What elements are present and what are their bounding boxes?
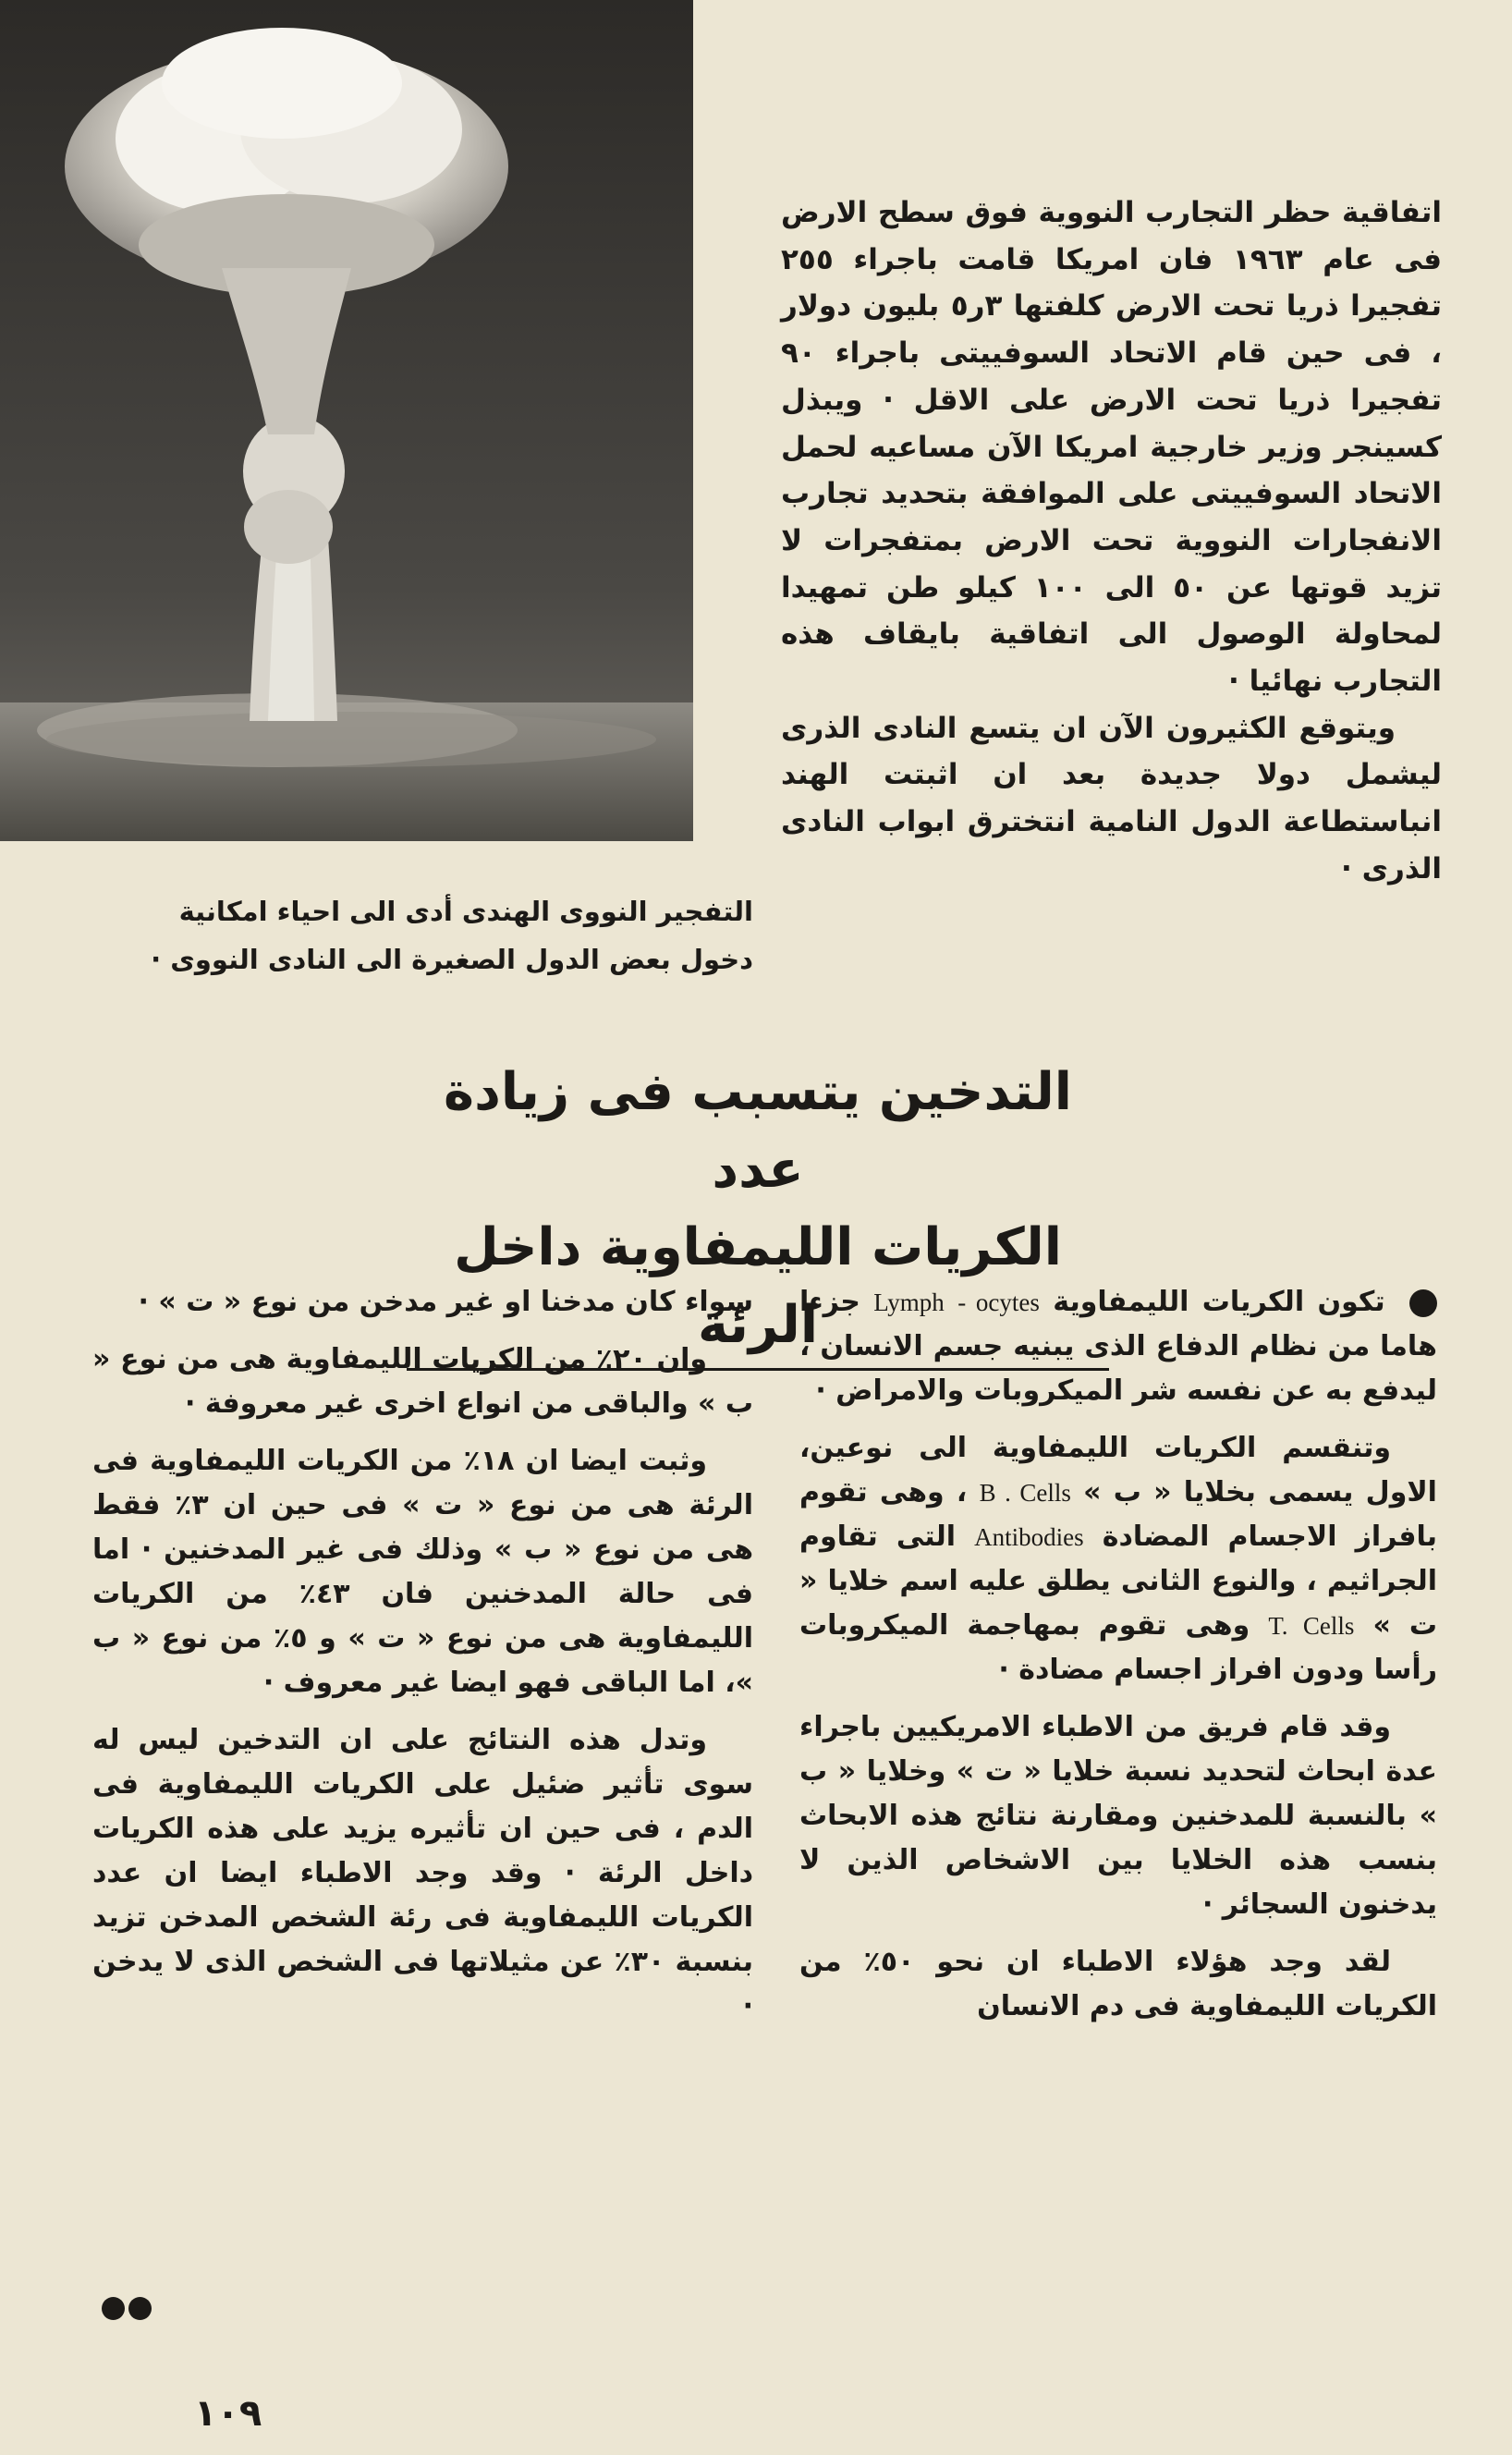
article-end-mark — [100, 2297, 155, 2325]
right-p2-text-d: وهى تقوم بمهاجمة الميكروبات رأسا ودون افراز اجسام مضادة · — [799, 1609, 1437, 1686]
bullet-icon — [1409, 1289, 1437, 1317]
headline-line-2: الكريات الليمفاوية داخل الرئة — [407, 1209, 1109, 1371]
top-paragraph-1: اتفاقية حظر التجارب النووية فوق سطح الارض فى عام ١٩٦٣ فان امريكا قامت باجراء ٢٥٥ تفجيرا ذريا تحت الارض كلفتها ٣ر٥ بليون دولار ، فى حين قام الاتحاد السوفييتى باجراء ٩٠ تفجيرا ذريا تحت الارض على الاقل · ويبذل كسينجر وزير خارجية امريكا الآن مساعيه لحمل الاتحاد السوفييتى على الموافقة بتحديد تجارب الانفجارات النووية تحت الارض بمتفجرات لا تزيد قوتها عن ٥٠ الى ١٠٠ كيلو طن تمهيدا لمحاولة الوصول الى اتفاقية بايقاف هذه التجارب نهائيا · — [781, 196, 1442, 699]
right-p2-text-c: التى تقاوم الجراثيم ، والنوع الثانى يطلق عليه اسم خلايا « ت » — [799, 1521, 1438, 1642]
nuclear-explosion-photo — [0, 0, 693, 841]
term-lymph: Lymph — [873, 1289, 945, 1316]
mushroom-cloud-illustration — [0, 0, 693, 841]
page-number: ١٠٩ — [194, 2392, 262, 2435]
term-ocytes: - ocytes — [957, 1289, 1040, 1316]
right-paragraph-2 — [799, 1426, 1437, 1692]
left-paragraph-2: وان ٢٠٪ من الكريات الليمفاوية هى من نوع « ب » والباقى من انواع اخرى غير معروفة · — [92, 1343, 753, 1420]
top-paragraph-2: ويتوقع الكثيرون الآن ان يتسع النادى الذرى ليشمل دولا جديدة بعد ان اثبتت الهند انباستطاعة الدول النامية انتخترق ابواب النادى الذرى · — [781, 711, 1442, 886]
term-antibodies: Antibodies — [974, 1523, 1084, 1551]
left-paragraph-4: وتدل هذه النتائج على ان التدخين ليس له سوى تأثير ضئيل على الكريات الليمفاوية فى الدم ، فى حين ان تأثيره يزيد على هذه الكريات داخل الرئة · وقد وجد الاطباء ايضا ان عدد الكريات الليمفاوية فى رئة الشخص المدخن تزيد بنسبة ٣٠٪ عن مثيلاتها فى الشخص الذى لا يدخن · — [92, 1724, 753, 2022]
photo-caption — [88, 887, 753, 983]
right-paragraph-3: وقد قام فريق من الاطباء الامريكيين باجراء عدة ابحاث لتحديد نسبة خلايا « ت » وخلايا « ب » بالنسبة للمدخنين ومقارنة نتائج هذه الابحاث بنسب هذه الخلايا بين الاشخاص الذين لا يدخنون السجائر · — [799, 1711, 1437, 1921]
right-p2-text-b: ، وهى تقوم بافراز الاجسام المضادة — [799, 1476, 1437, 1553]
right-p1-text-a: تكون الكريات الليمفاوية — [1053, 1286, 1385, 1318]
caption-line-2: دخول بعض الدول الصغيرة الى النادى النووى · — [151, 944, 753, 975]
right-paragraph-1 — [799, 1280, 1437, 1413]
top-text-column — [781, 189, 1442, 893]
right-paragraph-4: لقد وجد هؤلاء الاطباء ان نحو ٥٠٪ من الكريات الليمفاوية فى دم الانسان — [799, 1946, 1437, 2022]
end-dot-icon — [128, 2297, 152, 2320]
term-t-cells: T. Cells — [1268, 1612, 1355, 1640]
left-paragraph-1: سواء كان مدخنا او غير مدخن من نوع « ت » · — [138, 1286, 753, 1318]
left-text-column — [92, 1280, 753, 2042]
end-dot-icon — [102, 2297, 125, 2320]
term-b-cells: B . Cells — [979, 1479, 1071, 1507]
left-paragraph-3: وثبت ايضا ان ١٨٪ من الكريات الليمفاوية فى الرئة هى من نوع « ت » فى حين ان ٣٪ فقط هى من نوع « ب » وذلك فى غير المدخنين · اما فى حالة المدخنين فان ٤٣٪ من الكريات الليمفاوية هى من نوع « ت » و ٥٪ من نوع « ب »، اما الباقى فهو ايضا غير معروف · — [92, 1445, 753, 1699]
right-p1-text-b: جزءا هاما من نظام الدفاع الذى يبنيه جسم الانسان ، ليدفع به عن نفسه شر الميكروبات والامراض · — [799, 1286, 1437, 1407]
caption-line-1: التفجير النووى الهندى أدى الى احياء امكانية — [178, 896, 753, 927]
headline-line-1: التدخين يتسبب فى زيادة عدد — [444, 1062, 1072, 1200]
right-p2-text-a: وتنقسم الكريات الليمفاوية الى نوعين، الاول يسمى بخلايا « ب » — [799, 1432, 1437, 1508]
right-text-column — [799, 1280, 1437, 2042]
